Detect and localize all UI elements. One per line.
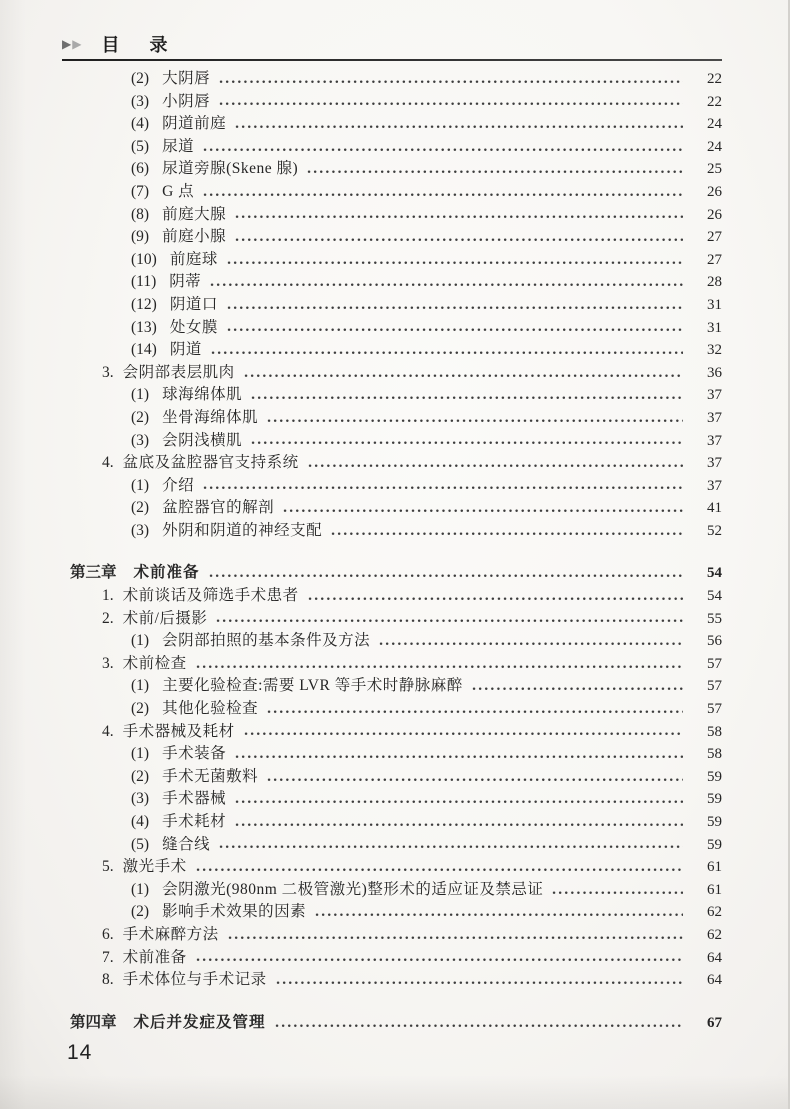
dot-leader bbox=[266, 703, 683, 718]
dot-leader bbox=[195, 658, 683, 673]
toc-entry-title: 术前/后摄影 bbox=[122, 609, 208, 627]
toc-entry bbox=[62, 384, 722, 407]
toc-entry-number: 第四章 bbox=[70, 1013, 117, 1031]
toc-entry-title: 尿道旁腺(Skene 腺) bbox=[162, 160, 299, 178]
toc-entry-number: (2) bbox=[131, 767, 150, 785]
toc-entry bbox=[62, 204, 722, 227]
dot-leader bbox=[307, 457, 683, 472]
toc-entry-number: 2. bbox=[102, 609, 114, 627]
toc-entry-title: 术前准备 bbox=[122, 948, 187, 966]
toc-entry-page: 27 bbox=[707, 229, 722, 246]
toc-entry-page: 24 bbox=[707, 116, 722, 133]
toc-entry-title: 手术器械及耗材 bbox=[122, 722, 235, 740]
toc-entry-page: 64 bbox=[707, 972, 722, 989]
toc-entry-title: 阴道 bbox=[169, 341, 202, 359]
toc-entry-page: 37 bbox=[707, 432, 722, 449]
toc-entry-number: 7. bbox=[102, 948, 114, 966]
toc-entry-number: (4) bbox=[131, 115, 150, 133]
toc-entry bbox=[62, 452, 722, 475]
toc-entry-title: 坐骨海绵体肌 bbox=[162, 408, 259, 426]
toc-entry-title: 会阴浅横肌 bbox=[162, 431, 243, 449]
toc-entry-title: 盆腔器官的解剖 bbox=[162, 499, 275, 517]
toc-entry-page: 25 bbox=[707, 161, 722, 178]
toc-entry-page: 59 bbox=[707, 791, 722, 808]
dot-leader bbox=[208, 567, 683, 582]
toc-entry-page: 54 bbox=[707, 588, 722, 605]
dot-leader bbox=[282, 502, 683, 517]
toc-entry bbox=[62, 653, 722, 676]
dot-leader bbox=[274, 1017, 683, 1032]
toc-entry bbox=[62, 675, 722, 698]
toc-entry-number: 6. bbox=[102, 925, 114, 943]
toc-entry bbox=[62, 585, 722, 608]
toc-entry bbox=[62, 630, 722, 653]
toc-entry bbox=[62, 698, 722, 721]
dot-leader bbox=[234, 748, 683, 763]
toc-entry-page: 61 bbox=[707, 859, 722, 876]
toc-entry-title: 缝合线 bbox=[162, 835, 211, 853]
toc-entry bbox=[62, 856, 722, 879]
toc-entry-page: 31 bbox=[707, 319, 722, 336]
toc-entry-title: 阴蒂 bbox=[169, 273, 202, 291]
toc-entry-page: 58 bbox=[707, 746, 722, 763]
toc-entry-title: 前庭小腺 bbox=[162, 228, 227, 246]
toc-entry-number: (9) bbox=[131, 228, 150, 246]
toc-entry-page: 64 bbox=[707, 949, 722, 966]
dot-leader bbox=[243, 725, 683, 740]
toc-entry-number: (1) bbox=[131, 745, 150, 763]
toc-entry bbox=[62, 136, 722, 159]
toc-entry bbox=[62, 226, 722, 249]
toc-entry-page: 41 bbox=[707, 500, 722, 517]
toc-entry-number: (3) bbox=[131, 92, 150, 110]
toc-entry-number: (6) bbox=[131, 160, 150, 178]
dot-leader bbox=[234, 231, 683, 246]
toc-entry-title: 会阴部拍照的基本条件及方法 bbox=[162, 632, 371, 650]
dot-leader bbox=[227, 929, 683, 944]
toc-entry-title: 术前谈话及筛选手术患者 bbox=[122, 587, 299, 605]
toc-entry-title: 大阴唇 bbox=[162, 70, 211, 87]
toc-entry bbox=[62, 249, 722, 272]
dot-leader bbox=[250, 434, 683, 449]
toc-entry-title: 其他化验检查 bbox=[162, 700, 259, 718]
toc-entry-page: 24 bbox=[707, 138, 722, 155]
toc-entry bbox=[62, 430, 722, 453]
toc-entry bbox=[62, 562, 722, 585]
toc-entry-number: (1) bbox=[131, 632, 150, 650]
toc-entry-number: (10) bbox=[131, 250, 157, 268]
toc-entry-title: 手术体位与手术记录 bbox=[122, 971, 267, 989]
toc-entry-number: 3. bbox=[102, 363, 114, 381]
toc-entry-page: 37 bbox=[707, 455, 722, 472]
page-header bbox=[62, 34, 722, 54]
dot-leader bbox=[234, 816, 683, 831]
toc-entry-title: 阴道前庭 bbox=[162, 115, 227, 133]
dot-leader bbox=[226, 254, 683, 269]
toc-entry bbox=[62, 947, 722, 970]
toc-entry-number: (1) bbox=[131, 386, 150, 404]
toc-list bbox=[62, 68, 722, 1034]
toc-entry bbox=[62, 879, 722, 902]
toc-entry-number: (2) bbox=[131, 70, 150, 87]
toc-entry-page: 31 bbox=[707, 296, 722, 313]
toc-entry-number: (7) bbox=[131, 182, 150, 200]
dot-leader bbox=[266, 771, 683, 786]
toc-entry-number: 4. bbox=[102, 454, 114, 472]
toc-entry-title: 介绍 bbox=[162, 476, 195, 494]
dot-leader bbox=[307, 590, 683, 605]
toc-entry-title: 术前准备 bbox=[133, 564, 200, 582]
toc-entry-page: 57 bbox=[707, 701, 722, 718]
dot-leader bbox=[234, 208, 683, 223]
toc-entry bbox=[62, 181, 722, 204]
dot-leader bbox=[218, 838, 683, 853]
toc-entry bbox=[62, 924, 722, 947]
toc-entry bbox=[62, 339, 722, 362]
toc-entry-page: 59 bbox=[707, 814, 722, 830]
toc-entry bbox=[62, 113, 722, 136]
dot-leader bbox=[218, 73, 683, 88]
header-arrow-icon: ▶ bbox=[72, 37, 82, 51]
toc-entry-title: 手术无菌敷料 bbox=[162, 767, 259, 785]
toc-entry-number: (5) bbox=[131, 835, 150, 853]
dot-leader bbox=[234, 793, 683, 808]
dot-leader bbox=[234, 118, 683, 133]
toc-entry bbox=[62, 68, 722, 91]
toc-entry-title: 外阴和阴道的神经支配 bbox=[162, 521, 323, 539]
toc-entry-page: 37 bbox=[707, 409, 722, 426]
dot-leader bbox=[195, 951, 683, 966]
dot-leader bbox=[226, 299, 683, 314]
dot-leader bbox=[266, 412, 683, 427]
toc-entry-number: (14) bbox=[131, 341, 157, 359]
toc-entry bbox=[62, 788, 722, 811]
toc-entry bbox=[62, 608, 722, 631]
dot-leader bbox=[210, 344, 683, 359]
toc-entry-number: (2) bbox=[131, 700, 150, 718]
toc-entry-number: (2) bbox=[131, 903, 150, 921]
toc-entry bbox=[62, 1012, 722, 1035]
toc-entry-page: 59 bbox=[707, 768, 722, 785]
toc-entry-title: 手术装备 bbox=[162, 745, 227, 763]
dot-leader bbox=[250, 389, 683, 404]
toc-entry-page: 61 bbox=[707, 881, 722, 898]
toc-entry-number: (1) bbox=[131, 880, 150, 898]
toc-entry-title: 手术麻醉方法 bbox=[122, 925, 219, 943]
toc-entry-page: 59 bbox=[707, 836, 722, 853]
toc-entry bbox=[62, 407, 722, 430]
dot-leader bbox=[378, 635, 683, 650]
toc-entry-title: 影响手术效果的因素 bbox=[162, 903, 307, 921]
toc-entry-number: (12) bbox=[131, 295, 157, 313]
toc-entry-page: 27 bbox=[707, 251, 722, 268]
toc-entry-number: (2) bbox=[131, 408, 150, 426]
dot-leader bbox=[551, 884, 683, 899]
toc-entry-title: 小阴唇 bbox=[162, 92, 211, 110]
toc-entry-title: 处女膜 bbox=[169, 318, 218, 336]
dot-leader bbox=[209, 276, 683, 291]
toc-entry-page: 56 bbox=[707, 633, 722, 650]
toc-entry bbox=[62, 743, 722, 766]
toc-entry-number: (8) bbox=[131, 205, 150, 223]
toc-entry-title: 会阴激光(980nm 二极管激光)整形术的适应证及禁忌证 bbox=[162, 880, 544, 898]
toc-entry-number: (3) bbox=[131, 521, 150, 539]
toc-entry-title: 前庭大腺 bbox=[162, 205, 227, 223]
toc-entry-page: 57 bbox=[707, 655, 722, 672]
toc-entry-page: 37 bbox=[707, 477, 722, 494]
dot-leader bbox=[330, 525, 683, 540]
toc-entry-title: 球海绵体肌 bbox=[162, 386, 243, 404]
dot-leader bbox=[226, 321, 683, 336]
toc-entry-title: 手术器械 bbox=[162, 790, 227, 808]
toc-entry-page: 55 bbox=[707, 610, 722, 627]
toc-entry bbox=[62, 158, 722, 181]
toc-entry-number: 3. bbox=[102, 654, 114, 672]
page-title: 目 录 bbox=[101, 35, 174, 55]
toc-entry bbox=[62, 901, 722, 924]
toc-entry-title: 会阴部表层肌肉 bbox=[122, 363, 235, 381]
toc-entry-title: 主要化验检查:需要 LVR 等手术时静脉麻醉 bbox=[162, 677, 463, 695]
toc-entry-page: 67 bbox=[707, 1014, 722, 1031]
toc-entry-page: 26 bbox=[707, 206, 722, 223]
toc-entry-title: 阴道口 bbox=[169, 295, 218, 313]
toc-entry-number: (3) bbox=[131, 431, 150, 449]
toc-entry bbox=[62, 721, 722, 744]
toc-entry bbox=[62, 91, 722, 114]
toc-entry-page: 62 bbox=[707, 926, 722, 943]
toc-entry-title: G 点 bbox=[162, 182, 195, 200]
toc-entry-page: 52 bbox=[707, 522, 722, 539]
toc-entry bbox=[62, 294, 722, 317]
dot-leader bbox=[195, 861, 683, 876]
dot-leader bbox=[314, 906, 683, 921]
header-arrow-icon: ▶ bbox=[62, 37, 72, 51]
toc-entry bbox=[62, 271, 722, 294]
toc-entry bbox=[62, 520, 722, 543]
toc-entry-number: 4. bbox=[102, 722, 114, 740]
toc-entry-page: 22 bbox=[707, 71, 722, 87]
toc-entry-number: (3) bbox=[131, 790, 150, 808]
toc-entry-page: 36 bbox=[707, 364, 722, 381]
toc-entry-page: 22 bbox=[707, 93, 722, 110]
toc-entry-title: 术前检查 bbox=[122, 654, 187, 672]
toc-entry-title: 手术耗材 bbox=[162, 813, 227, 830]
dot-leader bbox=[243, 367, 683, 382]
toc-entry bbox=[62, 766, 722, 789]
toc-entry-number: (1) bbox=[131, 476, 150, 494]
toc-entry-number: 第三章 bbox=[70, 564, 117, 582]
toc-entry bbox=[62, 317, 722, 340]
toc-entry bbox=[62, 362, 722, 385]
toc-entry-title: 尿道 bbox=[162, 137, 195, 155]
toc-entry-number: (2) bbox=[131, 499, 150, 517]
toc-entry bbox=[62, 969, 722, 992]
toc-entry-page: 28 bbox=[707, 274, 722, 291]
header-rule bbox=[62, 59, 722, 61]
dot-leader bbox=[202, 186, 683, 201]
toc-entry-page: 26 bbox=[707, 183, 722, 200]
folio-page-number: 14 bbox=[67, 1041, 93, 1065]
dot-leader bbox=[202, 141, 683, 156]
toc-entry-title: 术后并发症及管理 bbox=[133, 1013, 266, 1031]
toc-entry-title: 激光手术 bbox=[122, 858, 187, 876]
dot-leader bbox=[218, 95, 683, 110]
toc-entry bbox=[62, 834, 722, 857]
toc-entry bbox=[62, 475, 722, 498]
toc-entry bbox=[62, 811, 722, 834]
toc-entry-number: (11) bbox=[131, 273, 157, 291]
toc-entry-title: 盆底及盆腔器官支持系统 bbox=[122, 454, 299, 472]
toc-entry-page: 58 bbox=[707, 723, 722, 740]
toc-entry-page: 57 bbox=[707, 678, 722, 695]
toc-entry-page: 54 bbox=[707, 565, 722, 582]
toc-entry-page: 62 bbox=[707, 904, 722, 921]
toc-entry-page: 37 bbox=[707, 387, 722, 404]
toc-entry-number: 8. bbox=[102, 971, 114, 989]
dot-leader bbox=[275, 974, 683, 989]
dot-leader bbox=[202, 479, 683, 494]
toc-entry-number: 1. bbox=[102, 587, 114, 605]
toc-entry-title: 前庭球 bbox=[169, 250, 218, 268]
dot-leader bbox=[215, 612, 683, 627]
toc-entry-number: (4) bbox=[131, 813, 150, 830]
toc-entry-number: 5. bbox=[102, 858, 114, 876]
dot-leader bbox=[306, 163, 683, 178]
toc-entry bbox=[62, 497, 722, 520]
toc-entry-page: 32 bbox=[707, 342, 722, 359]
toc-entry-number: (1) bbox=[131, 677, 150, 695]
dot-leader bbox=[471, 680, 683, 695]
toc-entry-number: (13) bbox=[131, 318, 157, 336]
toc-entry-number: (5) bbox=[131, 137, 150, 155]
